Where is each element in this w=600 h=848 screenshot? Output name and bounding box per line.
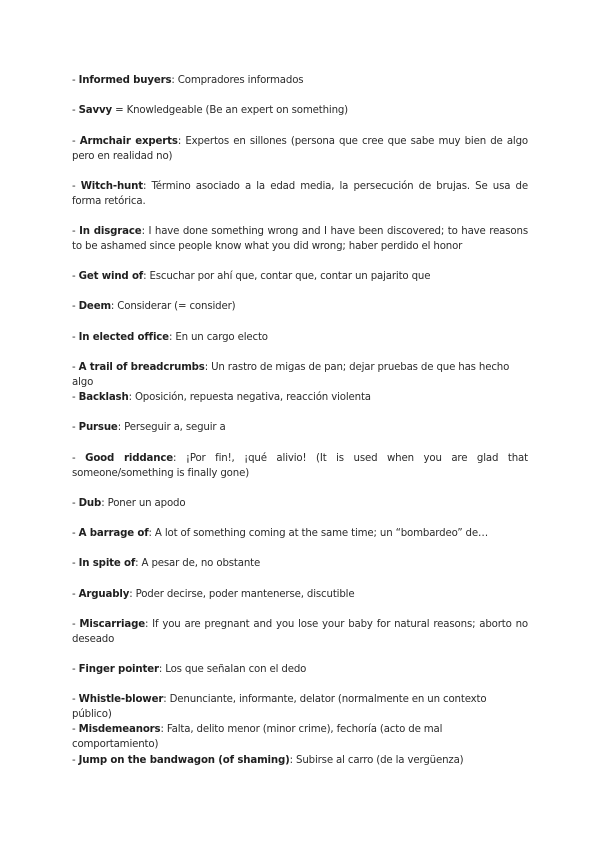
glossary-term: Dub <box>78 498 102 509</box>
glossary-term: Finger pointer <box>78 664 159 675</box>
glossary-entry: - In disgrace: I have done something wrong and I have been discovered; to have reasons to be ashamed since people know what you did wrong; haber perdido el honor <box>72 226 528 252</box>
glossary-entry: - Dub: Poner un apodo <box>72 498 186 509</box>
glossary-term: Pursue <box>78 422 118 433</box>
glossary-entry: - Backlash: Oposición, repuesta negativa, reacción violenta <box>72 392 371 403</box>
glossary-definition: Poder decirse, poder mantenerse, discutible <box>135 589 355 600</box>
glossary-entry: - Jump on the bandwagon (of shaming): Subirse al carro (de la vergüenza) <box>72 755 464 766</box>
glossary-definition: A lot of something coming at the same time; un “bombardeo” de… <box>154 528 489 539</box>
glossary-entry: - Good riddance: ¡Por fin!, ¡qué alivio! (It is used when you are glad that someone/something is finally gone) <box>72 453 528 479</box>
glossary-definition: Falta, delito menor (minor crime), fechoría (acto de mal comportamiento) <box>72 724 443 750</box>
glossary-definition: If you are pregnant and you lose your baby for natural reasons; aborto no deseado <box>72 619 528 645</box>
glossary-entry: - Savvy = Knowledgeable (Be an expert on something) <box>72 105 349 116</box>
glossary-entry: - In elected office: En un cargo electo <box>72 332 268 343</box>
glossary-definition: Los que señalan con el dedo <box>165 664 307 675</box>
glossary-entry: - Witch-hunt: Término asociado a la edad media, la persecución de brujas. Se usa de forma retórica. <box>72 181 528 207</box>
glossary-definition: Denunciante, informante, delator (normalmente en un contexto público) <box>72 694 487 720</box>
glossary-definition: A pesar de, no obstante <box>141 558 261 569</box>
glossary-term: Deem <box>78 301 111 312</box>
glossary-definition: Oposición, repuesta negativa, reacción violenta <box>134 392 371 403</box>
glossary-term: Jump on the bandwagon (of shaming) <box>78 755 290 766</box>
glossary-term: Get wind of <box>78 271 144 282</box>
glossary-entry: - Get wind of: Escuchar por ahí que, contar que, contar un pajarito que <box>72 271 431 282</box>
glossary-entry: - Whistle-blower: Denunciante, informante, delator (normalmente en un contexto público) <box>72 694 487 720</box>
glossary-term: In elected office <box>78 332 169 343</box>
glossary-term: A barrage of <box>78 528 149 539</box>
glossary-definition: Término asociado a la edad media, la persecución de brujas. Se usa de forma retórica. <box>72 181 528 207</box>
glossary-term: A trail of breadcrumbs <box>78 362 205 373</box>
glossary-term: Backlash <box>78 392 129 403</box>
glossary-definition: Knowledgeable (Be an expert on something) <box>126 105 349 116</box>
glossary-term: In disgrace <box>79 226 142 237</box>
glossary-definition: Subirse al carro (de la vergüenza) <box>296 755 464 766</box>
glossary-definition: En un cargo electo <box>175 332 268 343</box>
glossary-definition: Perseguir a, seguir a <box>124 422 226 433</box>
glossary-entry: - Arguably: Poder decirse, poder mantenerse, discutible <box>72 589 355 600</box>
glossary-entry: - Informed buyers: Compradores informados <box>72 75 304 86</box>
glossary-term: Whistle-blower <box>78 694 164 705</box>
glossary-term: Witch-hunt <box>80 181 143 192</box>
glossary-term: Savvy <box>78 105 113 116</box>
glossary-entry: - In spite of: A pesar de, no obstante <box>72 558 261 569</box>
glossary-term: Miscarriage <box>79 619 145 630</box>
glossary-definition: I have done something wrong and I have been discovered; to have reasons to be ashamed since people know what you did wrong; haber perdido el honor <box>72 226 528 252</box>
glossary-term: In spite of <box>78 558 136 569</box>
glossary-term: Informed buyers <box>78 75 172 86</box>
glossary-entry: - Miscarriage: If you are pregnant and you lose your baby for natural reasons; aborto no deseado <box>72 619 528 645</box>
glossary-term: Good riddance <box>85 453 174 464</box>
glossary-term: Arguably <box>78 589 130 600</box>
glossary-definition: Un rastro de migas de pan; dejar pruebas de que has hecho algo <box>72 362 510 388</box>
glossary-entry: - A trail of breadcrumbs: Un rastro de migas de pan; dejar pruebas de que has hecho algo <box>72 362 510 388</box>
glossary-entry: - Pursue: Perseguir a, seguir a <box>72 422 226 433</box>
glossary-term: Misdemeanors <box>78 724 161 735</box>
glossary-entry: - Armchair experts: Expertos en sillones (persona que cree que sabe muy bien de algo pero en realidad no) <box>72 136 529 162</box>
glossary-term: Armchair experts <box>79 136 178 147</box>
glossary-definition: Escuchar por ahí que, contar que, contar un pajarito que <box>149 271 431 282</box>
glossary-entry: - Misdemeanors: Falta, delito menor (minor crime), fechoría (acto de mal comportamiento) <box>72 724 443 750</box>
glossary-entry: - Deem: Considerar (= consider) <box>72 301 236 312</box>
glossary-definition: Considerar (= consider) <box>117 301 236 312</box>
glossary-definition: Poner un apodo <box>107 498 186 509</box>
glossary-definition: ¡Por fin!, ¡qué alivio! (It is used when you are glad that someone/something is finally gone) <box>72 453 528 479</box>
glossary-entry: - Finger pointer: Los que señalan con el dedo <box>72 664 307 675</box>
glossary-definition: Compradores informados <box>177 75 304 86</box>
glossary-definition: Expertos en sillones (persona que cree que sabe muy bien de algo pero en realidad no) <box>72 136 529 162</box>
glossary-entry: - A barrage of: A lot of something coming at the same time; un “bombardeo” de… <box>72 528 489 539</box>
